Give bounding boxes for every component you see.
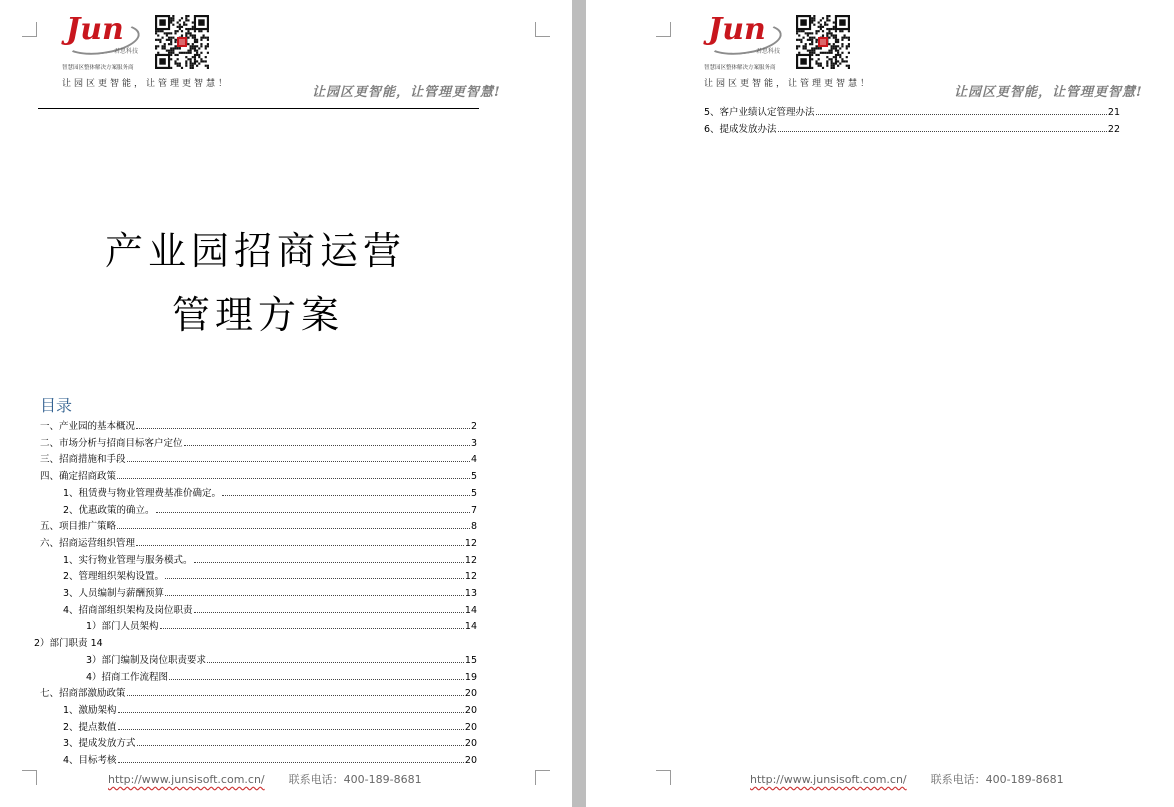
toc-entry[interactable]	[40, 687, 477, 701]
toc-entry[interactable]	[40, 437, 477, 451]
toc-dot-leader	[165, 578, 464, 579]
toc-dot-leader	[137, 745, 464, 746]
toc-entry-label: 二、市场分析与招商目标客户定位	[40, 437, 183, 449]
toc-entry-label: 5、客户业绩认定管理办法	[704, 107, 815, 118]
toc-page-number: 22	[1107, 123, 1120, 135]
toc-page-number: 12	[464, 554, 477, 566]
toc-page-number: 15	[464, 654, 477, 666]
toc-page-number: 7	[470, 504, 477, 516]
toc-entry[interactable]	[63, 754, 477, 768]
toc-entry-label: 1、激励架构	[63, 704, 117, 716]
toc-page-number: 20	[464, 704, 477, 716]
toc-dot-leader	[165, 595, 464, 596]
toc-entry[interactable]	[63, 554, 477, 568]
qr-code-icon	[796, 15, 850, 69]
toc-page-number: 19	[464, 671, 477, 683]
toc-entry-label: 六、招商运营组织管理	[40, 537, 136, 549]
company-name: 君思科技	[756, 48, 781, 55]
document-page-2	[586, 0, 1174, 807]
toc-page-number: 12	[464, 571, 477, 583]
toc-entry-label: 五、项目推广策略	[40, 521, 117, 533]
toc-entry[interactable]	[40, 537, 477, 551]
toc-entry[interactable]	[63, 737, 477, 751]
toc-dot-leader	[118, 729, 464, 730]
toc-entry-label: 4、目标考核	[63, 755, 117, 766]
toc-entry[interactable]	[40, 453, 477, 467]
margin-corner-mark	[535, 770, 550, 785]
footer-url-link[interactable]: http://www.junsisoft.com.cn/	[108, 773, 265, 786]
header-slogan-large: 让园区更智能，让管理更智慧!	[312, 85, 501, 100]
toc-page-number: 14	[464, 621, 477, 633]
toc-entry[interactable]: 2）部门职责 14	[34, 638, 103, 650]
toc-entry-label: 6、提成发放办法	[704, 123, 777, 135]
header-slogan-small: 让园区更智能，让管理更智慧！	[704, 79, 873, 89]
toc-page-number: 14	[464, 604, 477, 616]
margin-corner-mark	[656, 22, 671, 37]
toc-entry[interactable]	[63, 504, 477, 518]
toc-dot-leader	[194, 562, 464, 563]
toc-entry[interactable]	[86, 620, 477, 634]
page-footer	[750, 771, 1064, 787]
toc-entry-label: 2、管理组织架构设置。	[63, 571, 165, 583]
toc-dot-leader	[136, 428, 470, 429]
toc-page-number: 8	[470, 521, 477, 533]
toc-entry[interactable]	[63, 570, 477, 584]
toc-entry-label: 一、产业园的基本概况	[40, 421, 136, 432]
header-rule	[38, 108, 479, 109]
toc-dot-leader	[117, 528, 470, 529]
toc-entry-label: 1、实行物业管理与服务模式。	[63, 554, 193, 566]
toc-entry[interactable]	[63, 721, 477, 735]
toc-page-number: 20	[464, 738, 477, 750]
toc-entry-label: 四、确定招商政策	[40, 471, 117, 483]
document-title-line-2: 管理方案	[172, 293, 345, 337]
margin-corner-mark	[22, 770, 37, 785]
toc-dot-leader	[156, 512, 470, 513]
toc-page-number: 2	[470, 421, 477, 432]
toc-page-number: 5	[470, 487, 477, 499]
toc-entry-label: 3、提成发放方式	[63, 738, 136, 750]
footer-phone: 联系电话：400-189-8681	[930, 773, 1064, 786]
toc-entry[interactable]	[704, 106, 1120, 120]
toc-dot-leader	[184, 445, 470, 446]
company-logo	[708, 14, 788, 54]
document-title-line-1: 产业园招商运营	[105, 229, 407, 273]
toc-page-number: 13	[464, 588, 477, 599]
toc-dot-leader	[160, 628, 464, 629]
toc-dot-leader	[118, 762, 464, 763]
footer-phone: 联系电话：400-189-8681	[288, 773, 422, 786]
toc-page-number: 20	[464, 755, 477, 766]
toc-entry[interactable]	[63, 487, 477, 501]
toc-entry[interactable]	[86, 671, 477, 685]
toc-dot-leader	[136, 545, 464, 546]
toc-page-number: 20	[464, 721, 477, 733]
toc-entry[interactable]	[63, 587, 477, 601]
toc-entry[interactable]	[704, 123, 1120, 137]
company-logo	[66, 14, 146, 54]
page-footer	[108, 771, 422, 787]
company-name: 君思科技	[114, 48, 139, 55]
logo-text: Jun	[708, 12, 766, 47]
qr-code-icon	[155, 15, 209, 69]
margin-corner-mark	[535, 22, 550, 37]
toc-heading: 目录	[40, 396, 73, 415]
toc-page-number: 21	[1107, 107, 1120, 118]
toc-page-number: 5	[470, 471, 477, 483]
toc-entry[interactable]	[40, 520, 477, 534]
toc-entry-label: 2、提点数值	[63, 721, 117, 733]
header-slogan-large: 让园区更智能，让管理更智慧!	[954, 85, 1143, 100]
header-slogan-small: 让园区更智能，让管理更智慧！	[62, 79, 231, 89]
toc-page-number: 12	[464, 537, 477, 549]
toc-entry-label: 2、优惠政策的确立。	[63, 504, 155, 516]
document-page-1	[0, 0, 572, 807]
toc-entry[interactable]	[40, 420, 477, 434]
toc-entry-label: 1）部门人员架构	[86, 621, 159, 633]
toc-entry-label: 4）招商工作流程图	[86, 671, 169, 683]
toc-entry-label: 三、招商措施和手段	[40, 454, 126, 466]
toc-dot-leader	[127, 461, 470, 462]
toc-dot-leader	[207, 662, 464, 663]
toc-entry-label: 1、租赁费与物业管理费基准价确定。	[63, 487, 222, 499]
toc-dot-leader	[778, 131, 1107, 132]
footer-url-link[interactable]: http://www.junsisoft.com.cn/	[750, 773, 907, 786]
toc-entry-label: 3、人员编制与薪酬预算	[63, 588, 165, 599]
margin-corner-mark	[22, 22, 37, 37]
toc-dot-leader	[127, 695, 464, 696]
toc-dot-leader	[194, 612, 464, 613]
toc-entry[interactable]	[40, 470, 477, 484]
toc-entry-label: 3）部门编制及岗位职责要求	[86, 654, 207, 666]
margin-corner-mark	[656, 770, 671, 785]
toc-page-number: 3	[470, 437, 477, 449]
toc-entry[interactable]	[63, 604, 477, 618]
logo-text: Jun	[66, 12, 124, 47]
toc-dot-leader	[117, 478, 470, 479]
toc-page-number: 20	[464, 688, 477, 700]
toc-page-number: 4	[470, 454, 477, 466]
page-gutter	[572, 0, 586, 807]
toc-entry[interactable]	[86, 654, 477, 668]
toc-entry-label: 七、招商部激励政策	[40, 688, 126, 700]
company-description: 智慧园区整体解决方案服务商	[62, 65, 134, 71]
company-description: 智慧园区整体解决方案服务商	[704, 65, 776, 71]
toc-dot-leader	[816, 114, 1107, 115]
toc-entry-label: 4、招商部组织架构及岗位职责	[63, 604, 193, 616]
toc-dot-leader	[118, 712, 464, 713]
toc-dot-leader	[222, 495, 470, 496]
toc-entry[interactable]	[63, 704, 477, 718]
toc-dot-leader	[169, 679, 464, 680]
